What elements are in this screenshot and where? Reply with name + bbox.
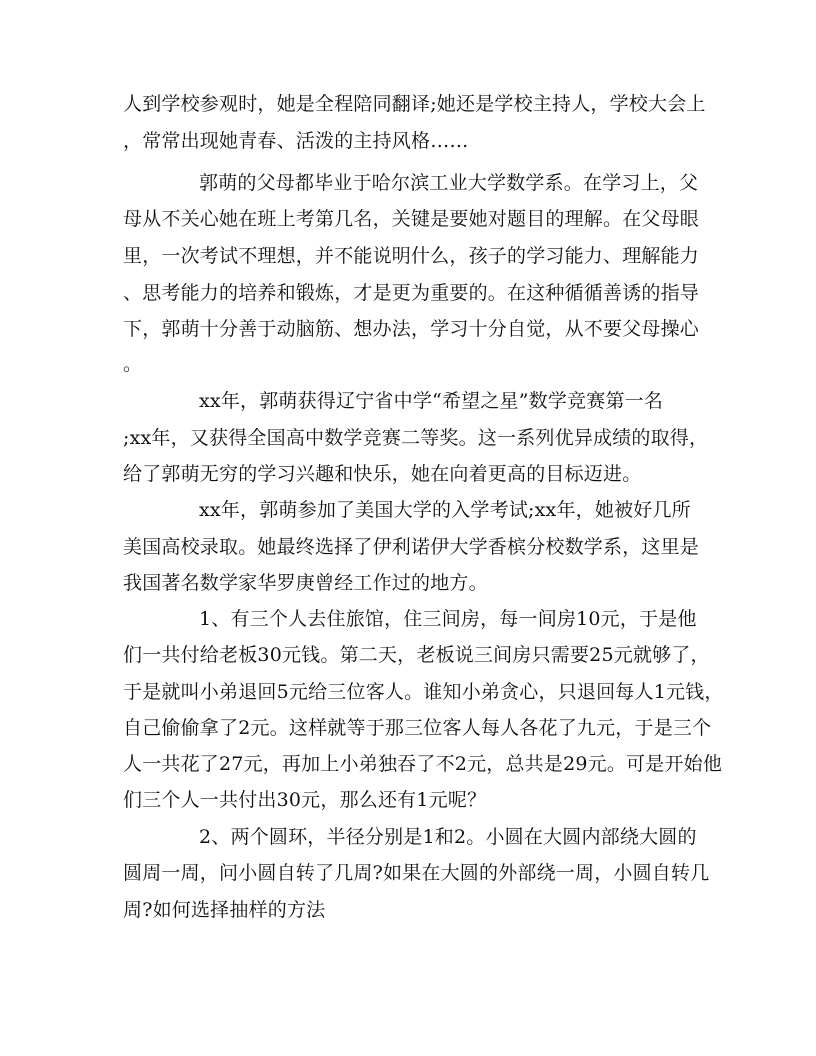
paragraph-line: 郭萌的父母都毕业于哈尔滨工业大学数学系。在学习上，父 (199, 172, 699, 194)
paragraph-line: 美国高校录取。她最终选择了伊利诺伊大学香槟分校数学系，这里是 (123, 536, 700, 558)
paragraph-line: 。 (123, 353, 143, 375)
paragraph-line: 、思考能力的培养和锻炼，才是更为重要的。在这种循循善诱的指导 (123, 282, 700, 304)
paragraph-line: 里，一次考试不理想，并不能说明什么，孩子的学习能力、理解能力 (123, 245, 700, 267)
paragraph-line: 人一共花了27元，再加上小弟独吞了不2元，总共是29元。可是开始他 (123, 753, 723, 775)
paragraph-line: xx年，郭萌获得辽宁省中学“希望之星”数学竞赛第一名 (199, 390, 664, 412)
paragraph-line: 人到学校参观时，她是全程陪同翻译;她还是学校主持人，学校大会上 (123, 93, 706, 115)
paragraph-line: 1、有三个人去住旅馆，住三间房，每一间房10元，于是他 (199, 608, 697, 630)
paragraph-line: 我国著名数学家华罗庚曾经工作过的地方。 (123, 572, 488, 594)
paragraph-line: 下，郭萌十分善于动脑筋、想办法，学习十分自觉，从不要父母操心 (123, 318, 700, 340)
paragraph-line: ，常常出现她青春、活泼的主持风格…… (123, 130, 469, 152)
paragraph-line: 给了郭萌无穷的学习兴趣和快乐，她在向着更高的目标迈进。 (123, 463, 642, 485)
paragraph-line: 们一共付给老板30元钱。第二天，老板说三间房只需要25元就够了， (123, 644, 710, 666)
paragraph-line: 圆周一周，问小圆自转了几周?如果在大圆的外部绕一周，小圆自转几 (123, 862, 710, 884)
paragraph-line: 们三个人一共付出30元，那么还有1元呢？ (123, 789, 487, 811)
paragraph-line: ;xx年，又获得全国高中数学竞赛二等奖。这一系列优异成绩的取得， (123, 427, 709, 449)
paragraph-line: 周?如何选择抽样的方法 (123, 899, 326, 921)
paragraph-line: 2、两个圆环，半径分别是1和2。小圆在大圆内部绕大圆的 (199, 826, 697, 848)
paragraph-line: 自己偷偷拿了2元。这样就等于那三位客人每人各花了九元，于是三个 (123, 717, 712, 739)
paragraph-line: 母从不关心她在班上考第几名，关键是要她对题目的理解。在父母眼 (123, 208, 700, 230)
paragraph-line: xx年，郭萌参加了美国大学的入学考试;xx年，她被好几所 (199, 499, 691, 521)
paragraph-line: 于是就叫小弟退回5元给三位客人。谁知小弟贪心，只退回每人1元钱， (123, 681, 724, 703)
